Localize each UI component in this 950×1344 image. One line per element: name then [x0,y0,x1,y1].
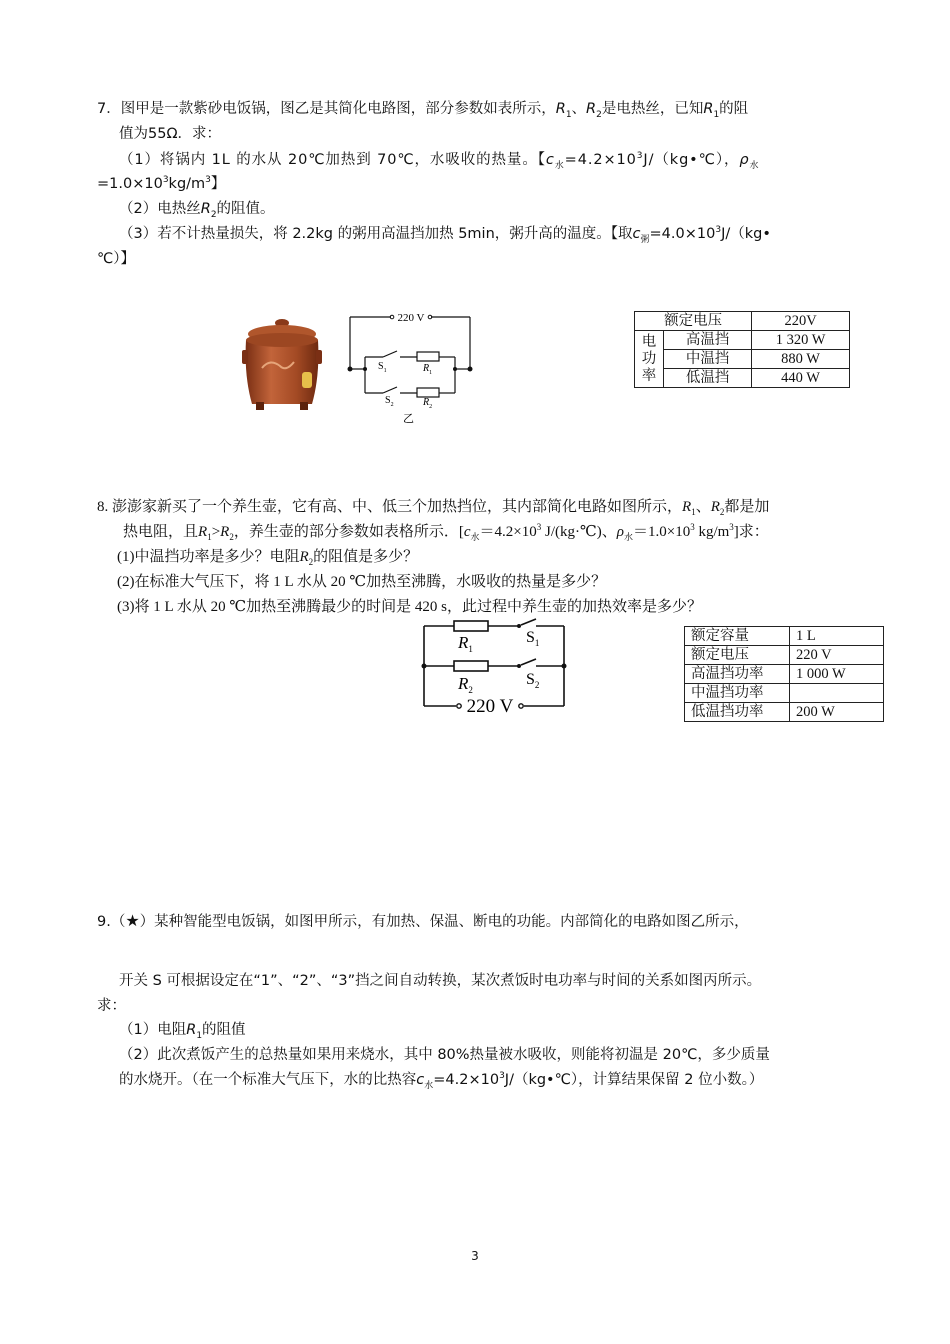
svg-text:R1: $R_1$ [423,363,433,376]
q7-line-2: 值为55Ω．求： [119,126,222,142]
q7-line-7: ℃）】 [97,251,136,267]
q9-line-1: 9.（★）某种智能型电饭锅，如图甲所示，有加热、保温、断电的功能。内部简化的电路如图乙所示， [97,911,749,930]
q8-row-value: 1 000 W [790,665,884,684]
q7-row-value: 1 320 W [752,331,850,350]
q9-line-4: （1）电阻$R_1$的阻值 [119,1022,246,1041]
q7-power-label: 电功率 [635,331,664,388]
q8-row-value [790,684,884,703]
q8-line-4: (2)在标准大气压下，将 1 L 水从 20 ℃加热至沸腾，水吸收的热量是多少？ [117,574,607,590]
q7-s2-label: S [385,395,391,406]
q8-circuit-diagram [418,618,568,718]
q7-line-1: 7．图甲是一款紫砂电饭锅，图乙是其简化电路图，部分参数如表所示，$R_1$、$R_2$是电热丝，已知$R_1$的阻 [97,101,749,120]
q9-line-6: 的水烧开。（在一个标准大气压下，水的比热容$c_水=4.2\times 10^3J/(kg•℃)$，计算结果保留 2 位小数。） [119,1071,764,1091]
q8-row-value: 200 W [790,703,884,722]
q8-circuit-voltage: 220 V [466,696,514,717]
q9-line-5: （2）此次煮饭产生的总热量如果用来烧水，其中 80%热量被水吸收，则能将初温是 20℃，多少质量 [119,1047,770,1063]
q7-row-label: 中温挡 [664,350,752,369]
q8-r1-label: R [458,633,469,652]
svg-text:R2: $R_2$ [458,674,473,695]
q8-parameter-table [684,626,884,722]
q7-row-value: 440 W [752,369,850,388]
svg-text:R2: $R_2$ [423,397,433,410]
q8-s1-label: S [526,629,535,646]
q8-line-3: (1)中温挡功率是多少？电阻$R_2$的阻值是多少？ [117,549,419,567]
q8-line-1: 8. 澎澎家新买了一个养生壶，它有高、中、低三个加热挡位，其内部简化电路如图所示，$R_1$、$R_2$都是加 [97,499,770,517]
q7-line-6: （3）若不计热量损失，将 2.2kg 的粥用高温挡加热 5min，粥升高的温度。【取$c_粥=4.0\times 10^3J/(kg•$ [119,225,771,245]
q9-line-3: 求： [97,998,126,1014]
q8-row-label: 中温挡功率 [685,684,790,703]
svg-text:S1: $S_1$ [378,361,387,374]
q7-line-4: $=1.0\times 10^3kg/m^3$】 [97,175,226,192]
star-icon: ★ [125,911,140,930]
svg-text:S2: $S_2$ [526,671,540,690]
q7-rated-voltage-value: 220V [752,312,850,331]
q8-row-label: 额定电压 [685,646,790,665]
q7-line-5: （2）电热丝$R_2$的阻值。 [119,201,275,220]
q9-line-2: 开关 S 可根据设定在“1”、“2”、“3”挡之间自动转换，某次煮饭时电功率与时间的关系如图丙所示。 [119,973,762,989]
q7-s1-label: S [378,361,384,372]
q8-r2-label: R [458,674,469,693]
q7-r1-label: R [423,363,430,374]
q7-row-value: 880 W [752,350,850,369]
svg-text:R1: $R_1$ [458,633,473,654]
rice-cooker-image [240,316,324,414]
q8-row-label: 额定容量 [685,627,790,646]
q8-row-value: 220 V [790,646,884,665]
q7-rated-voltage-label: 额定电压 [635,312,752,331]
q7-circuit-voltage: 220 V [397,312,425,324]
q7-parameter-table [634,311,850,388]
svg-text:S1: $S_1$ [526,629,540,648]
q8-row-value: 1 L [790,627,884,646]
q8-line-2: 热电阻，且$R_1>R_2$，养生壶的部分参数如表格所示．[$c_水=4.2\times 10^3$ J/(kg·℃)、$\rho_水=1.0\times 10^3$ $kg/m^3$]求： [123,522,769,542]
q8-row-label: 高温挡功率 [685,665,790,684]
q7-circuit-diagram [345,309,475,424]
q7-r2-label: R [423,397,430,408]
q8-s2-label: S [526,671,535,688]
q8-line-5: (3)将 1 L 水从 20 ℃加热至沸腾最少的时间是 420 s，此过程中养生壶的加热效率是多少？ [117,599,702,615]
q7-line-3: （1）将锅内 1L 的水从 20℃加热到 70℃，水吸收的热量。【$c_水=4.2\times 10^3J/(kg•℃)$，$\rho_水$ [119,151,760,171]
q7-row-label: 低温挡 [664,369,752,388]
svg-text:S2: $S_2$ [385,395,394,408]
q7-circuit-caption: 乙 [403,412,414,425]
page-number: 3 [471,1249,479,1263]
q8-row-label: 低温挡功率 [685,703,790,722]
q7-row-label: 高温挡 [664,331,752,350]
